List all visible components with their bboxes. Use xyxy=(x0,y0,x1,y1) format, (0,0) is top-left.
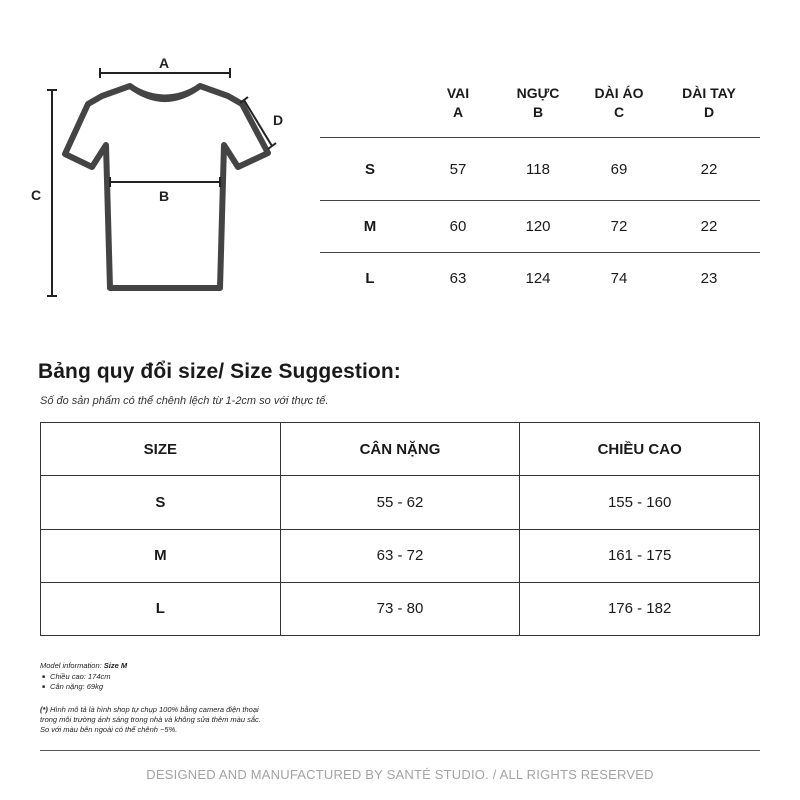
weight-cell: 55 - 62 xyxy=(280,476,520,529)
weight-cell: 73 - 80 xyxy=(280,582,520,635)
table-cell: 60 xyxy=(449,218,467,235)
size-label: L xyxy=(365,270,375,287)
col-header-size: SIZE xyxy=(41,423,281,476)
height-cell: 176 - 182 xyxy=(520,582,760,635)
table-cell: 23 xyxy=(700,270,718,287)
col-header-top: NGỰC xyxy=(516,85,560,101)
weight-cell: 63 - 72 xyxy=(280,529,520,582)
col-header-sleeve xyxy=(664,84,754,122)
dimension-a-label: A xyxy=(158,55,170,71)
col-header-letter: B xyxy=(532,104,544,120)
table-row xyxy=(41,582,760,635)
section-note: Số đo sản phẩm có thể chênh lệch từ 1-2cm so với thực tế. xyxy=(40,395,329,407)
col-header-top: DÀI ÁO xyxy=(594,85,644,101)
col-header-letter: D xyxy=(703,104,715,120)
table-cell: 118 xyxy=(526,161,550,178)
height-cell: 161 - 175 xyxy=(520,529,760,582)
disclaimer-line-3: So với màu bên ngoài có thể chênh ~5%. xyxy=(40,725,178,734)
col-header-length xyxy=(574,84,664,122)
table-row xyxy=(41,476,760,529)
table-cell: 69 xyxy=(610,161,628,178)
size-label: S xyxy=(364,161,375,178)
model-height-text: Chiều cao: 174cm xyxy=(50,672,111,681)
table-divider xyxy=(320,200,760,201)
table-cell: 124 xyxy=(525,270,551,287)
col-header-letter: A xyxy=(452,104,464,120)
model-height xyxy=(42,672,110,681)
col-header-top: DÀI TAY xyxy=(682,85,736,101)
table-divider xyxy=(320,137,760,138)
col-header-chest xyxy=(493,84,583,122)
size-cell: L xyxy=(41,582,281,635)
size-label: M xyxy=(363,218,377,235)
section-title: Bảng quy đổi size/ Size Suggestion: xyxy=(38,360,401,383)
col-header-top: VAI xyxy=(446,85,470,101)
size-cell: M xyxy=(41,529,281,582)
footer-copyright: DESIGNED AND MANUFACTURED BY SANTÉ STUDIO. / ALL RIGHTS RESERVED xyxy=(146,767,654,782)
size-cell: S xyxy=(41,476,281,529)
model-info-label: Model information: xyxy=(40,661,102,670)
disclaimer-line-2: trong môi trường ánh sáng trong nhà và không sửa thêm màu sắc. xyxy=(40,715,261,724)
table-cell: 22 xyxy=(700,161,718,178)
size-suggestion-table xyxy=(40,422,760,636)
dimension-c-label: C xyxy=(30,187,42,203)
disclaimer-line-1 xyxy=(40,705,259,715)
height-cell: 155 - 160 xyxy=(520,476,760,529)
model-weight xyxy=(42,682,103,691)
dimension-d-label: D xyxy=(272,112,284,128)
disclaimer-marker: (*) xyxy=(40,705,48,714)
col-header-height: CHIỀU CAO xyxy=(520,423,760,476)
tshirt-outline xyxy=(65,86,268,288)
dimension-b-label: B xyxy=(158,188,170,204)
table-cell: 22 xyxy=(700,218,718,235)
table-divider xyxy=(320,252,760,253)
dimension-c-arrow xyxy=(47,90,57,296)
table-cell: 120 xyxy=(525,218,551,235)
model-weight-text: Cân nặng: 69kg xyxy=(50,682,103,691)
col-header-shoulder xyxy=(413,84,503,122)
model-info-heading xyxy=(40,661,127,671)
table-cell: 63 xyxy=(449,270,467,287)
table-cell: 74 xyxy=(610,270,628,287)
table-cell: 57 xyxy=(449,161,467,178)
model-info-size: Size M xyxy=(103,661,128,670)
tshirt-diagram xyxy=(20,50,290,310)
disclaimer-text: Hình mô tả là hình shop tự chụp 100% bằng camera điện thoại xyxy=(50,705,259,714)
col-header-weight: CÂN NẶNG xyxy=(280,423,520,476)
footer-divider xyxy=(40,750,760,751)
table-cell: 72 xyxy=(610,218,628,235)
table-header-row xyxy=(41,423,760,476)
table-row xyxy=(41,529,760,582)
col-header-letter: C xyxy=(613,104,625,120)
